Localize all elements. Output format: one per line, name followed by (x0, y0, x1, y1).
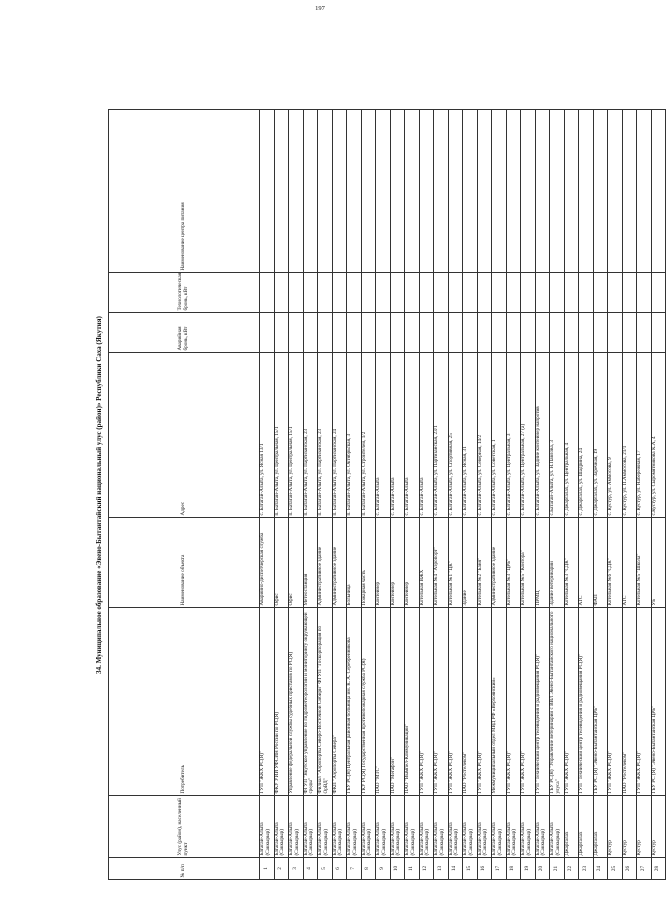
table-cell (347, 110, 362, 273)
table-cell (492, 313, 507, 353)
col-header: Адрес (109, 353, 260, 518)
row-number-cell: 23 (579, 858, 594, 880)
table-cell (448, 110, 463, 273)
table-cell (506, 313, 521, 353)
table-cell: с. Батагай-Алыта (390, 353, 405, 518)
row-number-cell: 1 (260, 858, 275, 880)
table-row (579, 110, 594, 880)
table-cell: ГУП "ЖКХ РС(Я)" (448, 608, 463, 796)
table-cell: Батагай-Алыта (Саккырыр) (260, 796, 275, 858)
table-cell (535, 110, 550, 273)
table-cell (376, 313, 391, 353)
table-cell: Кустур (651, 796, 666, 858)
table-cell: ГУП "ЖКХ РС(Я)" (419, 608, 434, 796)
table-cell (361, 273, 376, 313)
table-cell (637, 313, 652, 353)
table-cell (521, 273, 536, 313)
table-cell: ГУП "ЖКХ РС(Я)" (564, 608, 579, 796)
table-cell (260, 313, 275, 353)
table-body (260, 110, 666, 880)
table-cell (564, 110, 579, 273)
table-cell (274, 110, 289, 273)
table-cell: п. Батагай-Алыта, ул. Партизанская, 23 (303, 353, 318, 518)
table-row (332, 110, 347, 880)
rotated-table-area (92, 110, 661, 880)
table-cell (593, 313, 608, 353)
table-cell: Аварийно-диспетчерская служба (260, 518, 275, 608)
table-cell (405, 273, 420, 313)
document-title: 34. Муниципальное образование «Эвено-Бытантайский национальный улус (район)» Республики Саха (Якутия) (95, 316, 103, 674)
row-number-cell: 13 (434, 858, 449, 880)
table-cell (390, 313, 405, 353)
table-cell: Батагай-Алыта (Саккырыр) (492, 796, 507, 858)
table-cell: п. Батагай-Алыта, ул. Партизанская, 23 (318, 353, 333, 518)
table-cell: Административное здание (318, 518, 333, 608)
row-number-cell: 16 (477, 858, 492, 880)
table-row (419, 110, 434, 880)
table-cell (593, 110, 608, 273)
table-cell (622, 313, 637, 353)
table-cell: Котельная №3 "ЦРБ" (506, 518, 521, 608)
table-cell: Кустур (608, 796, 623, 858)
row-number-cell: 9 (376, 858, 391, 880)
table-cell: с. Батагай-Алыта, ул. Спортивная, 25 (448, 353, 463, 518)
table-row (593, 110, 608, 880)
table-row (390, 110, 405, 880)
table-cell (579, 273, 594, 313)
table-cell: ПАО "Ростелеком" (463, 608, 478, 796)
table-row (303, 110, 318, 880)
table-row (622, 110, 637, 880)
table-cell: с. Батагай-Алыта, ул. Задние контейнер напротив (535, 353, 550, 518)
table-cell: Батагай-Алыта (Саккырыр) (521, 796, 536, 858)
table-cell: Котельная №6 "СДК" (608, 518, 623, 608)
table-cell: п. Батагай-Алыта, ул. Центральная, 15/1 (274, 353, 289, 518)
table-cell: Котельная №5 "Контора" (521, 518, 536, 608)
table-cell: п. Батагай-Алыта, ул. Центральная, 15/1 (289, 353, 304, 518)
table-cell: ГУП "ЖКХ РС(Я)" (521, 608, 536, 796)
table-cell: Батагай-Алыта (Саккырыр) (347, 796, 362, 858)
table-row (651, 110, 666, 880)
table-cell: Джаргалах (593, 796, 608, 858)
table-cell: Кустур (622, 796, 637, 858)
table-cell: Котельная №2 "Баня" (477, 518, 492, 608)
table-cell: ГУП "Технический центр телевидения и радиовещания РС(Я)" (535, 608, 550, 796)
table-cell (289, 273, 304, 313)
table-cell (303, 313, 318, 353)
table-cell (651, 110, 666, 273)
col-header: Технологическая бронь, кВт (109, 273, 260, 313)
table-cell (593, 273, 608, 313)
table-cell (419, 110, 434, 273)
table-cell: с. Кустур, ул. П.Аммосова, 21/1 (622, 353, 637, 518)
table-cell: ПАО "МТС" (376, 608, 391, 796)
col-header: Наименование объекта (109, 518, 260, 608)
table-row (347, 110, 362, 880)
table-cell: с. Батагай-Алыта, ул. Центральная, 3 (506, 353, 521, 518)
table-row (318, 110, 333, 880)
table-cell: Батагай-Алыта (Саккырыр) (550, 796, 565, 858)
table-cell: ПАО "Вымпел-Коммуникации" (405, 608, 420, 796)
row-number-cell: 5 (318, 858, 333, 880)
table-cell (361, 313, 376, 353)
table-row (405, 110, 420, 880)
table-cell: с. Батагай-Алыта, ул. Центральная, 27 (а) (521, 353, 536, 518)
table-cell (564, 273, 579, 313)
table-cell (347, 313, 362, 353)
table-cell (274, 313, 289, 353)
table-cell (318, 313, 333, 353)
table-cell: Батагай-Алыта (Саккырыр) (390, 796, 405, 858)
table-row (289, 110, 304, 880)
table-cell (361, 110, 376, 273)
table-row (637, 110, 652, 880)
table-cell: Пожарная часть (361, 518, 376, 608)
table-row (463, 110, 478, 880)
table-cell (535, 313, 550, 353)
table-cell (535, 273, 550, 313)
row-number-cell: 2 (274, 858, 289, 880)
table-cell (564, 313, 579, 353)
table-row (535, 110, 550, 880)
table-cell (521, 110, 536, 273)
table-cell: Батагай-Алыта (Саккырыр) (463, 796, 478, 858)
table-cell (260, 273, 275, 313)
table-cell: ФАП (593, 518, 608, 608)
table-cell (405, 313, 420, 353)
table-cell: с. Батагай-Алыта, ул. Северная, 14/2 (477, 353, 492, 518)
table-cell: ПАО "Ростелеком" (622, 608, 637, 796)
table-cell (303, 110, 318, 273)
table-cell (448, 313, 463, 353)
table-cell: ГУП "Технический центр телевидения и радиовещания РС(Я)" (579, 608, 594, 796)
table-cell (463, 313, 478, 353)
table-cell: Котельная №4 "Аэропорт" (434, 518, 449, 608)
table-cell (376, 273, 391, 313)
table-cell: ПАО "Мегафон" (390, 608, 405, 796)
table-cell (332, 313, 347, 353)
table-cell: ГУП "ЖКХ РС(Я)" (506, 608, 521, 796)
table-cell (477, 110, 492, 273)
table-cell (550, 110, 565, 273)
table-header (109, 110, 260, 880)
table-cell (260, 110, 275, 273)
table-cell: Филиал "Аэропорты Северо-Восточной Сибири" ФГУП "Госкорпорация по ОрВД" (318, 608, 333, 796)
table-cell: с. Джаргалах, ул. Центральная, 4 (564, 353, 579, 518)
table-cell: Здание ветеринарии (550, 518, 565, 608)
table-cell: ФКП "Аэропорты Севера" (332, 608, 347, 796)
table-cell (608, 110, 623, 273)
table-cell: с. Кустур, ул. Аммосова, 9 (608, 353, 623, 518)
row-number-cell: 3 (289, 858, 304, 880)
row-number-cell: 27 (637, 858, 652, 880)
row-number-cell: 12 (419, 858, 434, 880)
table-row (550, 110, 565, 880)
table-cell: Батагай-Алыта (Саккырыр) (361, 796, 376, 858)
row-number-cell: 4 (303, 858, 318, 880)
table-cell: Котельная №5 "Школа" (637, 518, 652, 608)
table-row (492, 110, 507, 880)
table-cell (347, 273, 362, 313)
table-cell: Батагай-Алыта (Саккырыр) (448, 796, 463, 858)
table-row (376, 110, 391, 880)
row-number-cell: 26 (622, 858, 637, 880)
table-cell: Управление федеральной службы судебных приставов по РС(Я) (289, 608, 304, 796)
row-number-cell: 25 (608, 858, 623, 880)
table-row (521, 110, 536, 880)
table-cell: Батагай-Алыта (Саккырыр) (477, 796, 492, 858)
table-row (506, 110, 521, 880)
row-number-cell: 20 (535, 858, 550, 880)
table-cell (332, 273, 347, 313)
row-number-cell: 21 (550, 858, 565, 880)
table-cell (405, 110, 420, 273)
row-number-cell: 14 (448, 858, 463, 880)
table-cell (651, 273, 666, 313)
table-cell: ГУП "ЖКХ РС(Я)" (637, 608, 652, 796)
table-cell: ГБУ РС (Я) "Эвено-Бытантайская ЦРБ" (593, 608, 608, 796)
table-cell: Батагай-Алыта (Саккырыр) (289, 796, 304, 858)
table-cell (550, 313, 565, 353)
table-cell (608, 313, 623, 353)
col-header: № п/п (109, 858, 260, 880)
table-cell: Батагай-Алыта (Саккырыр) (318, 796, 333, 858)
table-cell (289, 313, 304, 353)
table-cell: п. Батагай-Алыта, ул. Октябрьская, 3 (347, 353, 362, 518)
table-cell: ФГУП "Якутское управление по гидрометеорологии и мониторингу окружающей среды" (303, 608, 318, 796)
table-cell (550, 273, 565, 313)
table-cell: Метеостанция (303, 518, 318, 608)
table-cell: Офис (274, 518, 289, 608)
table-cell: ГУП "ЖКХ РС(Я)" (477, 608, 492, 796)
table-cell: Батагай-Алыта (Саккырыр) (405, 796, 420, 858)
table-cell: п. Батагай-Алыта, ул. Партизанская, 24 (332, 353, 347, 518)
table-cell (622, 110, 637, 273)
row-number-cell: 10 (390, 858, 405, 880)
table-cell: ГУП "ЖКХ РС(Я)" (608, 608, 623, 796)
table-cell: АТС (622, 518, 637, 608)
table-cell: Межмуниципальный отдел МВД РФ «Верхоянский» (492, 608, 507, 796)
table-cell: Котельная ВЖХ (419, 518, 434, 608)
table-cell: Контейнер (405, 518, 420, 608)
col-header: Аварийная бронь, кВт (109, 313, 260, 353)
table-cell: Батагай-Алыта (Саккырыр) (303, 796, 318, 858)
table-cell (434, 273, 449, 313)
table-cell: с. Батагай-Алыта (405, 353, 420, 518)
table-cell: с. Батагай-Алыта (419, 353, 434, 518)
table-cell: Джаргалах (564, 796, 579, 858)
table-row (477, 110, 492, 880)
table-cell (477, 273, 492, 313)
table-cell: АТС (579, 518, 594, 608)
table-cell (579, 313, 594, 353)
table-cell: Контейнер (376, 518, 391, 608)
table-cell: Батагай-Алыта (Саккырыр) (332, 796, 347, 858)
page-number: 197 (315, 5, 325, 12)
table-cell: Офис (289, 518, 304, 608)
table-cell (274, 273, 289, 313)
table-cell (332, 110, 347, 273)
table-cell (579, 110, 594, 273)
table-cell (390, 110, 405, 273)
row-number-cell: 17 (492, 858, 507, 880)
table-cell: Батагай-Алыта (Саккырыр) (274, 796, 289, 858)
table-cell: с. Джаргалах, ул. Шадрина, 24 (579, 353, 594, 518)
table-cell: с.Батагай-Алыта, ул. Н.Павлова, 3 (550, 353, 565, 518)
table-cell (419, 313, 434, 353)
table-cell (434, 110, 449, 273)
table-cell: Батагай-Алыта (Саккырыр) (506, 796, 521, 858)
table-cell (651, 313, 666, 353)
table-cell (492, 273, 507, 313)
table-cell: ГБУ РС (Я) "Эвено-Бытантайская ЦРБ" (651, 608, 666, 796)
table-cell: с.Кустур, ул. Сыромятникова К.А, 4 (651, 353, 666, 518)
table-cell: с. Джаргалах, ул. Заречная, 19 (593, 353, 608, 518)
table-cell: с. Батагай-Алыта (376, 353, 391, 518)
table-cell (492, 110, 507, 273)
table-row (260, 110, 275, 880)
table-cell: УБ (651, 518, 666, 608)
col-header: Наименование центра питания (109, 110, 260, 273)
table-row (448, 110, 463, 880)
table-cell (608, 273, 623, 313)
table-cell (376, 110, 391, 273)
table-cell (434, 313, 449, 353)
table-cell: Котельная №3 "СДК" (564, 518, 579, 608)
table-cell: ГБУ РС(Я) "Управление ветеринарии с ВВЛ Эвено-Бытантайского национального улуса" (550, 608, 565, 796)
row-number-cell: 7 (347, 858, 362, 880)
table-cell: ФКУ УИИ УФСИН России по РС(Я) (274, 608, 289, 796)
table-cell (506, 273, 521, 313)
table-cell (637, 110, 652, 273)
table-cell: Батагай-Алыта (Саккырыр) (419, 796, 434, 858)
row-number-cell: 18 (506, 858, 521, 880)
table-cell: ГКУ РС(Я) Государственная противопожарная служба РС(Я) (361, 608, 376, 796)
table-cell: Контейнер (390, 518, 405, 608)
table-cell: Кустур (637, 796, 652, 858)
table-cell (477, 313, 492, 353)
table-cell (419, 273, 434, 313)
col-header: Улус (район), населенный пункт (109, 796, 260, 858)
table-cell: с. Батагай-Алыта, ул. Ясная 13/1 (260, 353, 275, 518)
table-cell: Батагай-Алыта (Саккырыр) (376, 796, 391, 858)
table-cell (448, 273, 463, 313)
table-cell (390, 273, 405, 313)
row-number-cell: 6 (332, 858, 347, 880)
table-cell (303, 273, 318, 313)
table-cell (506, 110, 521, 273)
table-cell (318, 273, 333, 313)
table-cell: ПРМЦ (535, 518, 550, 608)
table-cell: Административное здание (492, 518, 507, 608)
row-number-cell: 15 (463, 858, 478, 880)
table-cell: ГУП "ЖКХ РС(Я)" (434, 608, 449, 796)
table-cell (289, 110, 304, 273)
table-cell: с. Батагай-Алыта, ул. Ясная, 31 (463, 353, 478, 518)
table-row (274, 110, 289, 880)
table-row (564, 110, 579, 880)
table-row (608, 110, 623, 880)
table-cell: с. Батагай-Алыта, ул. Советская, 1 (492, 353, 507, 518)
table-cell: ГБУ РС(Я) Центральная районная больница им. К. А. Серебренникова (347, 608, 362, 796)
table-cell (521, 313, 536, 353)
table-cell: Батагай-Алыта (Саккырыр) (434, 796, 449, 858)
table-cell: Джаргалах (579, 796, 594, 858)
table-cell: Батагай-Алыта (Саккырыр) (535, 796, 550, 858)
table-cell: с. Батагай-Алыта, ул. Партизанская, 23/1 (434, 353, 449, 518)
table-cell: п. Батагай-Алыта, ул. Строителей, 1/2 (361, 353, 376, 518)
table-row (434, 110, 449, 880)
row-number-cell: 24 (593, 858, 608, 880)
table-cell (637, 273, 652, 313)
table-cell (463, 110, 478, 273)
table-row (361, 110, 376, 880)
table-cell: Больница (347, 518, 362, 608)
table-cell (463, 273, 478, 313)
col-header: Потребитель (109, 608, 260, 796)
row-number-cell: 19 (521, 858, 536, 880)
row-number-cell: 28 (651, 858, 666, 880)
table-cell (318, 110, 333, 273)
row-number-cell: 22 (564, 858, 579, 880)
table-cell: Административное здание (332, 518, 347, 608)
table-cell: Здание (463, 518, 478, 608)
reserve-table (108, 109, 666, 880)
table-cell: Котельная №1 "ЦК" (448, 518, 463, 608)
table-cell: ГУП "ЖКХ РС(Я)" (260, 608, 275, 796)
row-number-cell: 11 (405, 858, 420, 880)
table-cell (622, 273, 637, 313)
row-number-cell: 8 (361, 858, 376, 880)
table-cell: с. Кустур, ул. Набережная, 17 (637, 353, 652, 518)
